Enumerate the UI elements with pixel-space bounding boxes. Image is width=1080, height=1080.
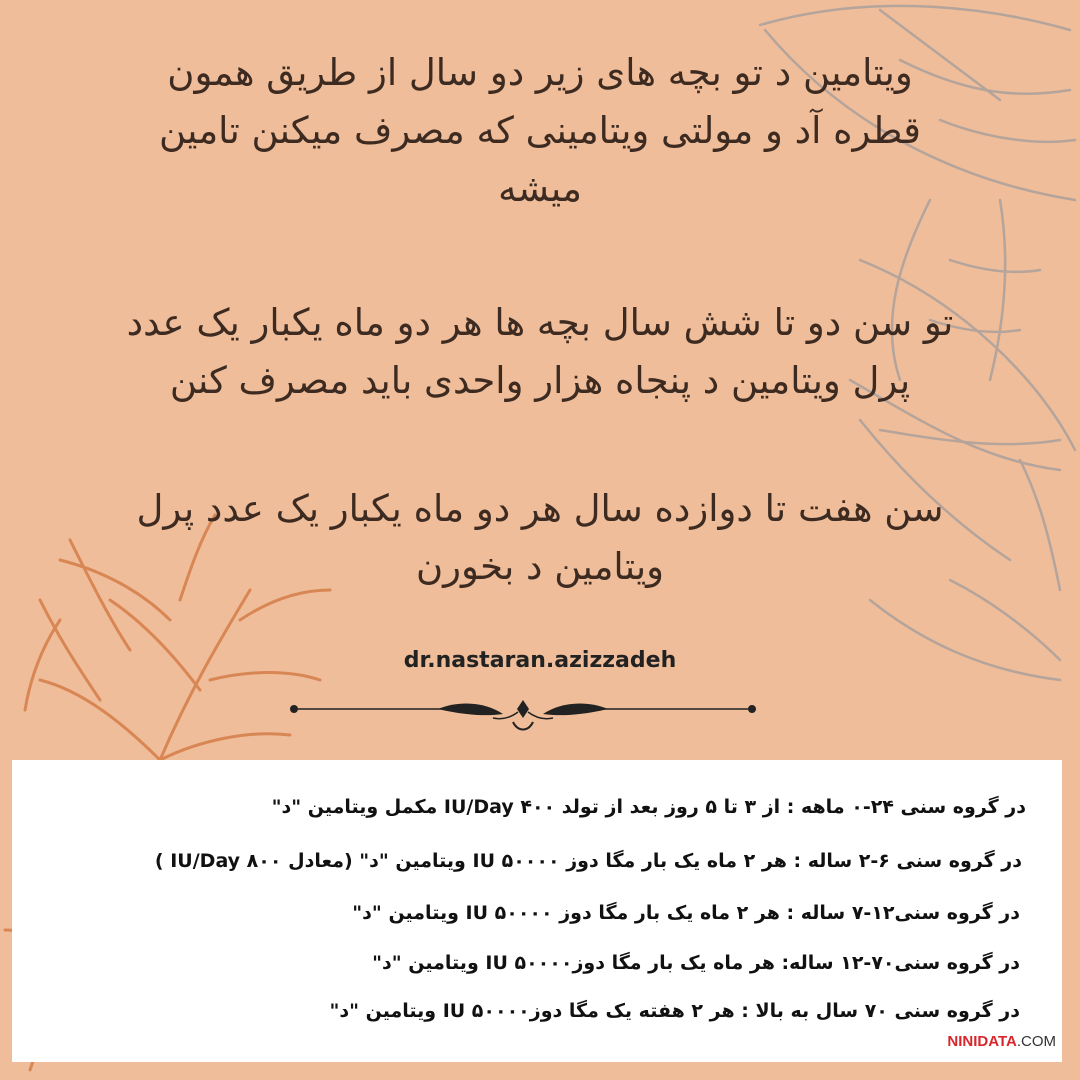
ornament-divider [288,694,758,744]
dosage-row: در گروه سنی ۲۴-۰ ماهه : از ۳ تا ۵ روز بعد از تولد IU/Day ۴۰۰ مکمل ویتامین "د" [271,796,1026,818]
watermark-suffix: .COM [1016,1033,1056,1050]
dosage-row: در گروه سنی۷۰-۱۲ ساله: هر ماه یک بار مگا دوزIU ۵۰۰۰۰ ویتامین "د" [372,952,1020,974]
watermark [947,1033,1056,1050]
paragraph-line: تو سن دو تا شش سال بچه ها هر دو ماه یکبار یک عدد [126,301,954,344]
paragraph-line: سن هفت تا دوازده سال هر دو ماه یکبار یک عدد پرل [136,487,944,530]
paragraph-age-2-6 [40,294,1040,410]
dosage-row: در گروه سنی۱۲-۷ ساله : هر ۲ ماه یک بار مگا دوز IU ۵۰۰۰۰ ویتامین "د" [352,902,1020,924]
watermark-brand: NINIDATA [947,1033,1017,1050]
dosage-row: در گروه سنی ۶-۲ ساله : هر ۲ ماه یک بار مگا دوز IU ۵۰۰۰۰ ویتامین "د" (معادل IU/Day ۸۰۰ ) [154,850,1022,872]
author-handle: dr.nastaran.azizzadeh [403,648,677,673]
dosage-row: در گروه سنی ۷۰ سال به بالا : هر ۲ هفته یک مگا دوزIU ۵۰۰۰۰ ویتامین "د" [329,1000,1020,1022]
dosage-table [12,760,1062,1062]
paragraph-age-7-12 [40,480,1040,596]
paragraph-line: ویتامین د بخورن [415,545,665,588]
paragraph-line: قطره آد و مولتی ویتامینی که مصرف میکنن تامین [159,109,921,152]
paragraph-line: ویتامین د تو بچه های زیر دو سال از طریق همون [167,51,913,94]
paragraph-line: پرل ویتامین د پنجاه هزار واحدی باید مصرف کنن [169,359,911,402]
paragraph-line: میشه [498,167,582,210]
paragraph-infants [40,44,1040,218]
